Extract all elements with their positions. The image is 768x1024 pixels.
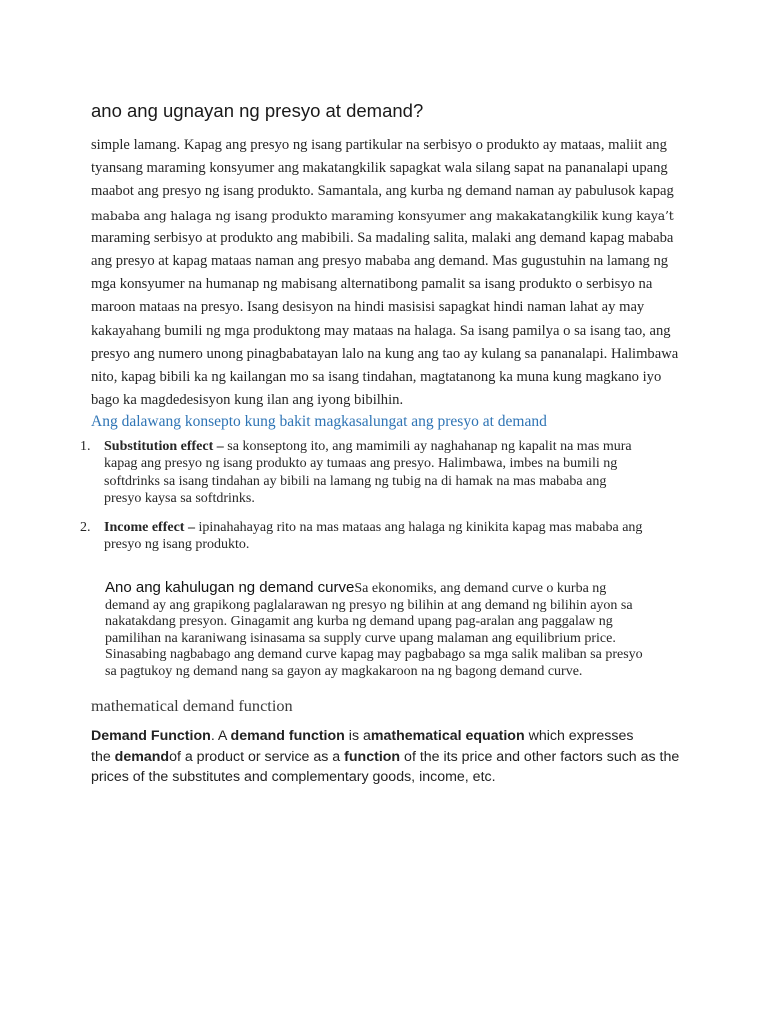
df-line [91,747,681,768]
list-item-body [104,438,680,507]
bold-term: demand [114,748,170,765]
text-run: prices of the substitutes and complementary goods, income, etc. [91,769,496,786]
text-line: maabot ang presyo ng isang produkto. Samantala, ang kurba ng demand naman ay pabulusok kapag [91,183,674,200]
concept-list [80,438,680,554]
text-run: of a product or service as a [169,748,345,765]
text-line [105,580,695,598]
text-line: sa pagtukoy ng demand nang sa gayon ay magkakaroon na ng bagong demand curve. [105,663,583,679]
demand-curve-lead: Ano ang kahulugan ng demand curve [105,579,355,596]
text-line: Sinasabing nagbabago ang demand curve kapag may pagbabago sa mga salik maliban sa presyo [105,647,643,663]
bold-term: function [344,748,401,765]
text-line: nakatakdang presyon. Ginagamit ang kurba ng demand upang pag-aralan ang paggalaw ng [105,614,613,630]
text-line: mababa ang halaga ng isang produkto maraming konsyumer ang makakatangkilik kung kaya’t [91,207,674,223]
text-run: of the its price and other factors such as the [400,748,680,765]
text-run: which expresses [524,728,634,744]
text-line [104,519,680,536]
text-line: presyo ng isang produkto. [104,537,250,553]
text-line: demand ay ang grapikong paglalarawan ng presyo ng bilihin at ang demand ng bilihin ayon sa [105,597,633,613]
demand-curve-text: Sa ekonomiks, ang demand curve o kurba ng [354,581,607,596]
text-line: ang presyo at kapag mataas naman ang presyo mababa ang demand. Mas gugustuhin na lamang ng [91,253,669,270]
bold-term: demand function [230,728,345,744]
text-line: simple lamang. Kapag ang presyo ng isang partikular na serbisyo o produkto ay mataas, maliit ang [91,137,667,153]
text-run: the [91,748,115,765]
intro-paragraph [91,134,681,412]
text-line: presyo ang numero unong pinagbabatayan lalo na kung ang tao ay kulang sa pananalapi. Halimbawa [91,345,679,362]
text-line: maraming serbisyo at produkto ang mabibili. Sa madaling salita, malaki ang demand kapag mababa [91,229,674,246]
list-item [80,519,680,554]
list-text: ipinahahayag rito na mas mataas ang halaga ng kinikita kapag mas mababa ang [194,520,643,536]
section-subheading: Ang dalawang konsepto kung bakit magkasalungat ang presyo at demand [91,413,547,430]
text-line: mga konsyumer na humanap ng mabisang alternatibong pamalit sa isang produkto o serbisyo na [91,276,653,293]
text-line: maroon mataas na presyo. Isang desisyon na hindi masisisi sapagkat hindi naman lahat ay may [91,299,645,316]
demand-function-paragraph [91,726,681,788]
list-text: sa konseptong ito, ang mamimili ay naghahanap ng kapalit na mas mura [223,439,632,454]
math-heading: mathematical demand function [91,696,293,715]
text-line: kapag ang presyo ng isang produkto ay tumaas ang presyo. Halimbawa, imbes na bumili ng [104,456,618,472]
text-line: nito, kapag bibili ka ng kailangan mo sa isang tindahan, magtatanong ka muna kung magkano iyo [91,369,662,386]
list-term: Income effect – [104,520,195,536]
text-line: bago ka magdedesisyon kung ilan ang iyong bibilhin. [91,392,404,409]
text-line: tyansang maraming konsyumer ang makatangkilik sapagkat wala silang sapat na pananalapi upang [91,160,668,177]
text-run: is a [344,728,371,744]
text-line [104,438,680,455]
df-line [91,726,681,747]
text-line: softdrinks sa isang tindahan ay bibili na lamang ng tubig na di hamak na mas mababa ang [104,473,607,489]
list-item-body [104,519,680,554]
text-run: . A [210,728,231,744]
list-term: Substitution effect – [104,439,224,454]
demand-curve-section [105,580,695,681]
list-number: 2. [80,520,91,536]
bold-term: mathematical equation [370,728,525,744]
text-line: kakayahang bumili ng mga produktong may mataas na halaga. Sa isang pamilya o sa isang tao, ang [91,322,671,339]
text-line: pamilihan na karaniwang isinasama sa supply curve upang malaman ang equilibrium price. [105,630,616,646]
text-line: presyo kaysa sa softdrinks. [104,490,255,506]
bold-term: Demand Function [91,728,211,744]
list-number: 1. [80,439,91,454]
page-title: ano ang ugnayan ng presyo at demand? [91,100,424,121]
list-item [80,438,680,507]
df-line [91,767,681,788]
